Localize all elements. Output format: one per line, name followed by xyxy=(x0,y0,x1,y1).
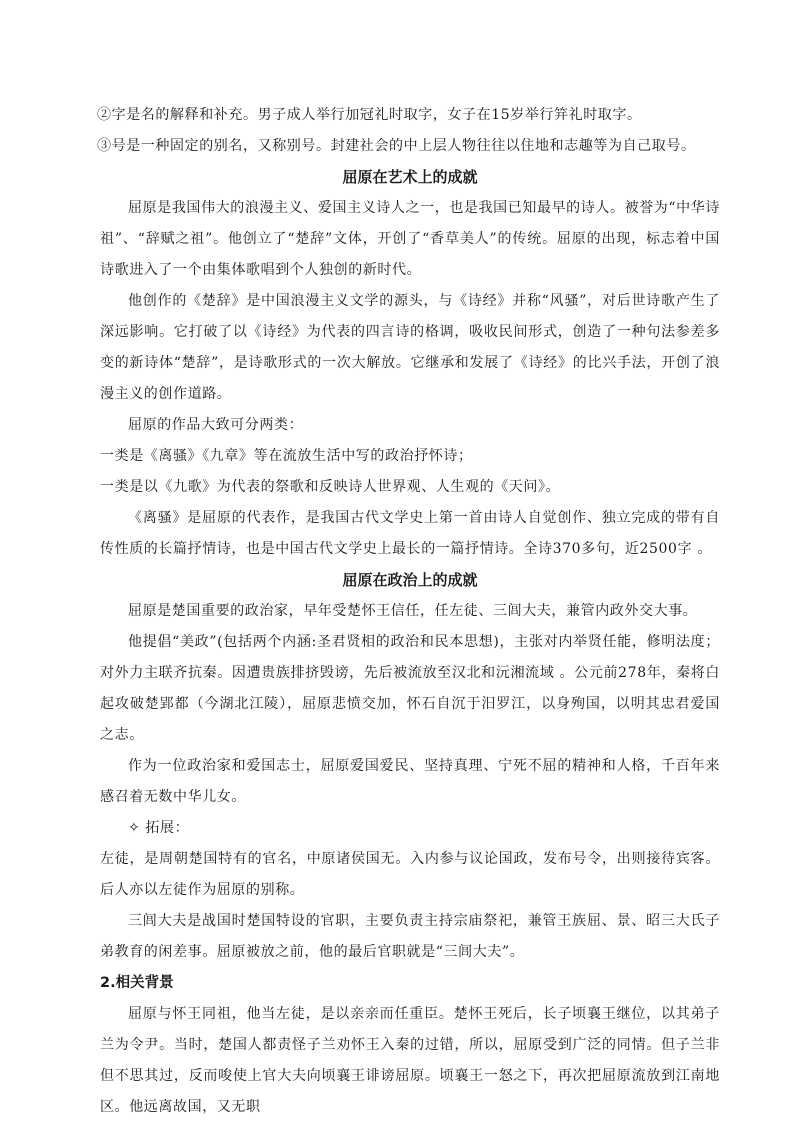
art-paragraph-6: 《离骚》是屈原的代表作，是我国古代文学史上第一首由诗人自觉创作、独立完成的带有自传性质的长篇抒情诗，也是中国古代文学史上最长的一篇抒情诗。全诗370多句，近2500字 。 xyxy=(100,510,720,557)
art-paragraph-1: 屈原是我国伟大的浪漫主义、爱国主义诗人之一，也是我国已知最早的诗人。被誉为“中华诗祖”、“辞赋之祖”。他创立了“楚辞”文体，开创了“香草美人”的传统。屈原的出现，标志着中国诗歌进入了一个由集体歌唱到个人独创的新时代。 xyxy=(100,200,720,278)
art-paragraph-5: 一类是以《九歌》为代表的祭歌和反映诗人世界观、人生观的《天问》。 xyxy=(100,479,561,495)
extension-paragraph-1: 左徒，是周朝楚国特有的官名，中原诸侯国无。入内参与议论国政，发布号令，出则接待宾客。后人亦以左徒作为屈原的别称。 xyxy=(100,851,720,898)
art-paragraph-2: 他创作的《楚辞》是中国浪漫主义文学的源头，与《诗经》并称“风骚”，对后世诗歌产生了深远影响。它打破了以《诗经》为代表的四言诗的格调，吸收民间形式，创造了一种句法参差多变的新诗体“楚辞”，是诗歌形式的一次大解放。它继承和发展了《诗经》的比兴手法，开创了浪漫主义的创作道路。 xyxy=(100,293,720,402)
note-item-3: ③号是一种固定的别名，又称别号。封建社会的中上层人物往往以住地和志趣等为自己取号。 xyxy=(97,138,696,154)
politics-paragraph-2: 他提倡“美政”(包括两个内涵:圣君贤相的政治和民本思想)，主张对内举贤任能，修明法度；对外力主联齐抗秦。因遭贵族排挤毁谤，先后被流放至汉北和沅湘流域 。公元前278年，秦将白起攻破楚郢都（今湖北江陵），屈原悲愤交加，怀石自沉于汨罗江，以身殉国，以明其忠君爱国之志。 xyxy=(100,634,720,743)
page-content xyxy=(97,100,720,1123)
section-heading-politics: 屈原在政治上的成就 xyxy=(342,571,478,589)
section-heading-background: 2.相关背景 xyxy=(100,975,174,991)
note-item-2: ②字是名的解释和补充。男子成人举行加冠礼时取字，女子在15岁举行笄礼时取字。 xyxy=(97,107,642,123)
art-paragraph-4: 一类是《离骚》《九章》等在流放生活中写的政治抒怀诗； xyxy=(100,448,473,464)
politics-paragraph-3: 作为一位政治家和爱国志士，屈原爱国爱民、坚持真理、宁死不屈的精神和人格，千百年来感召着无数中华儿女。 xyxy=(100,758,720,805)
background-paragraph-1: 屈原与怀王同祖，他当左徒，是以亲亲而任重臣。楚怀王死后，长子顷襄王继位，以其弟子兰为令尹。当时，楚国人都责怪子兰劝怀王入秦的过错，所以，屈原受到广泛的同情。但子兰非但不思其过，反而唆使上官大夫向顷襄王诽谤屈原。顷襄王一怒之下，再次把屈原流放到江南地区。他远离故国，又无职 xyxy=(100,1006,720,1115)
extension-paragraph-2: 三闾大夫是战国时楚国特设的官职，主要负责主持宗庙祭祀，兼管王族屈、景、昭三大氏子弟教育的闲差事。屈原被放之前，他的最后官职就是“三闾大夫”。 xyxy=(100,913,720,960)
art-paragraph-3: 屈原的作品大致可分两类： xyxy=(128,417,304,433)
extension-label: ✧ 拓展： xyxy=(128,820,190,836)
section-heading-art: 屈原在艺术上的成就 xyxy=(342,168,478,186)
politics-paragraph-1: 屈原是楚国重要的政治家，早年受楚怀王信任，任左徒、三闾大夫，兼管内政外交大事。 xyxy=(128,603,698,619)
